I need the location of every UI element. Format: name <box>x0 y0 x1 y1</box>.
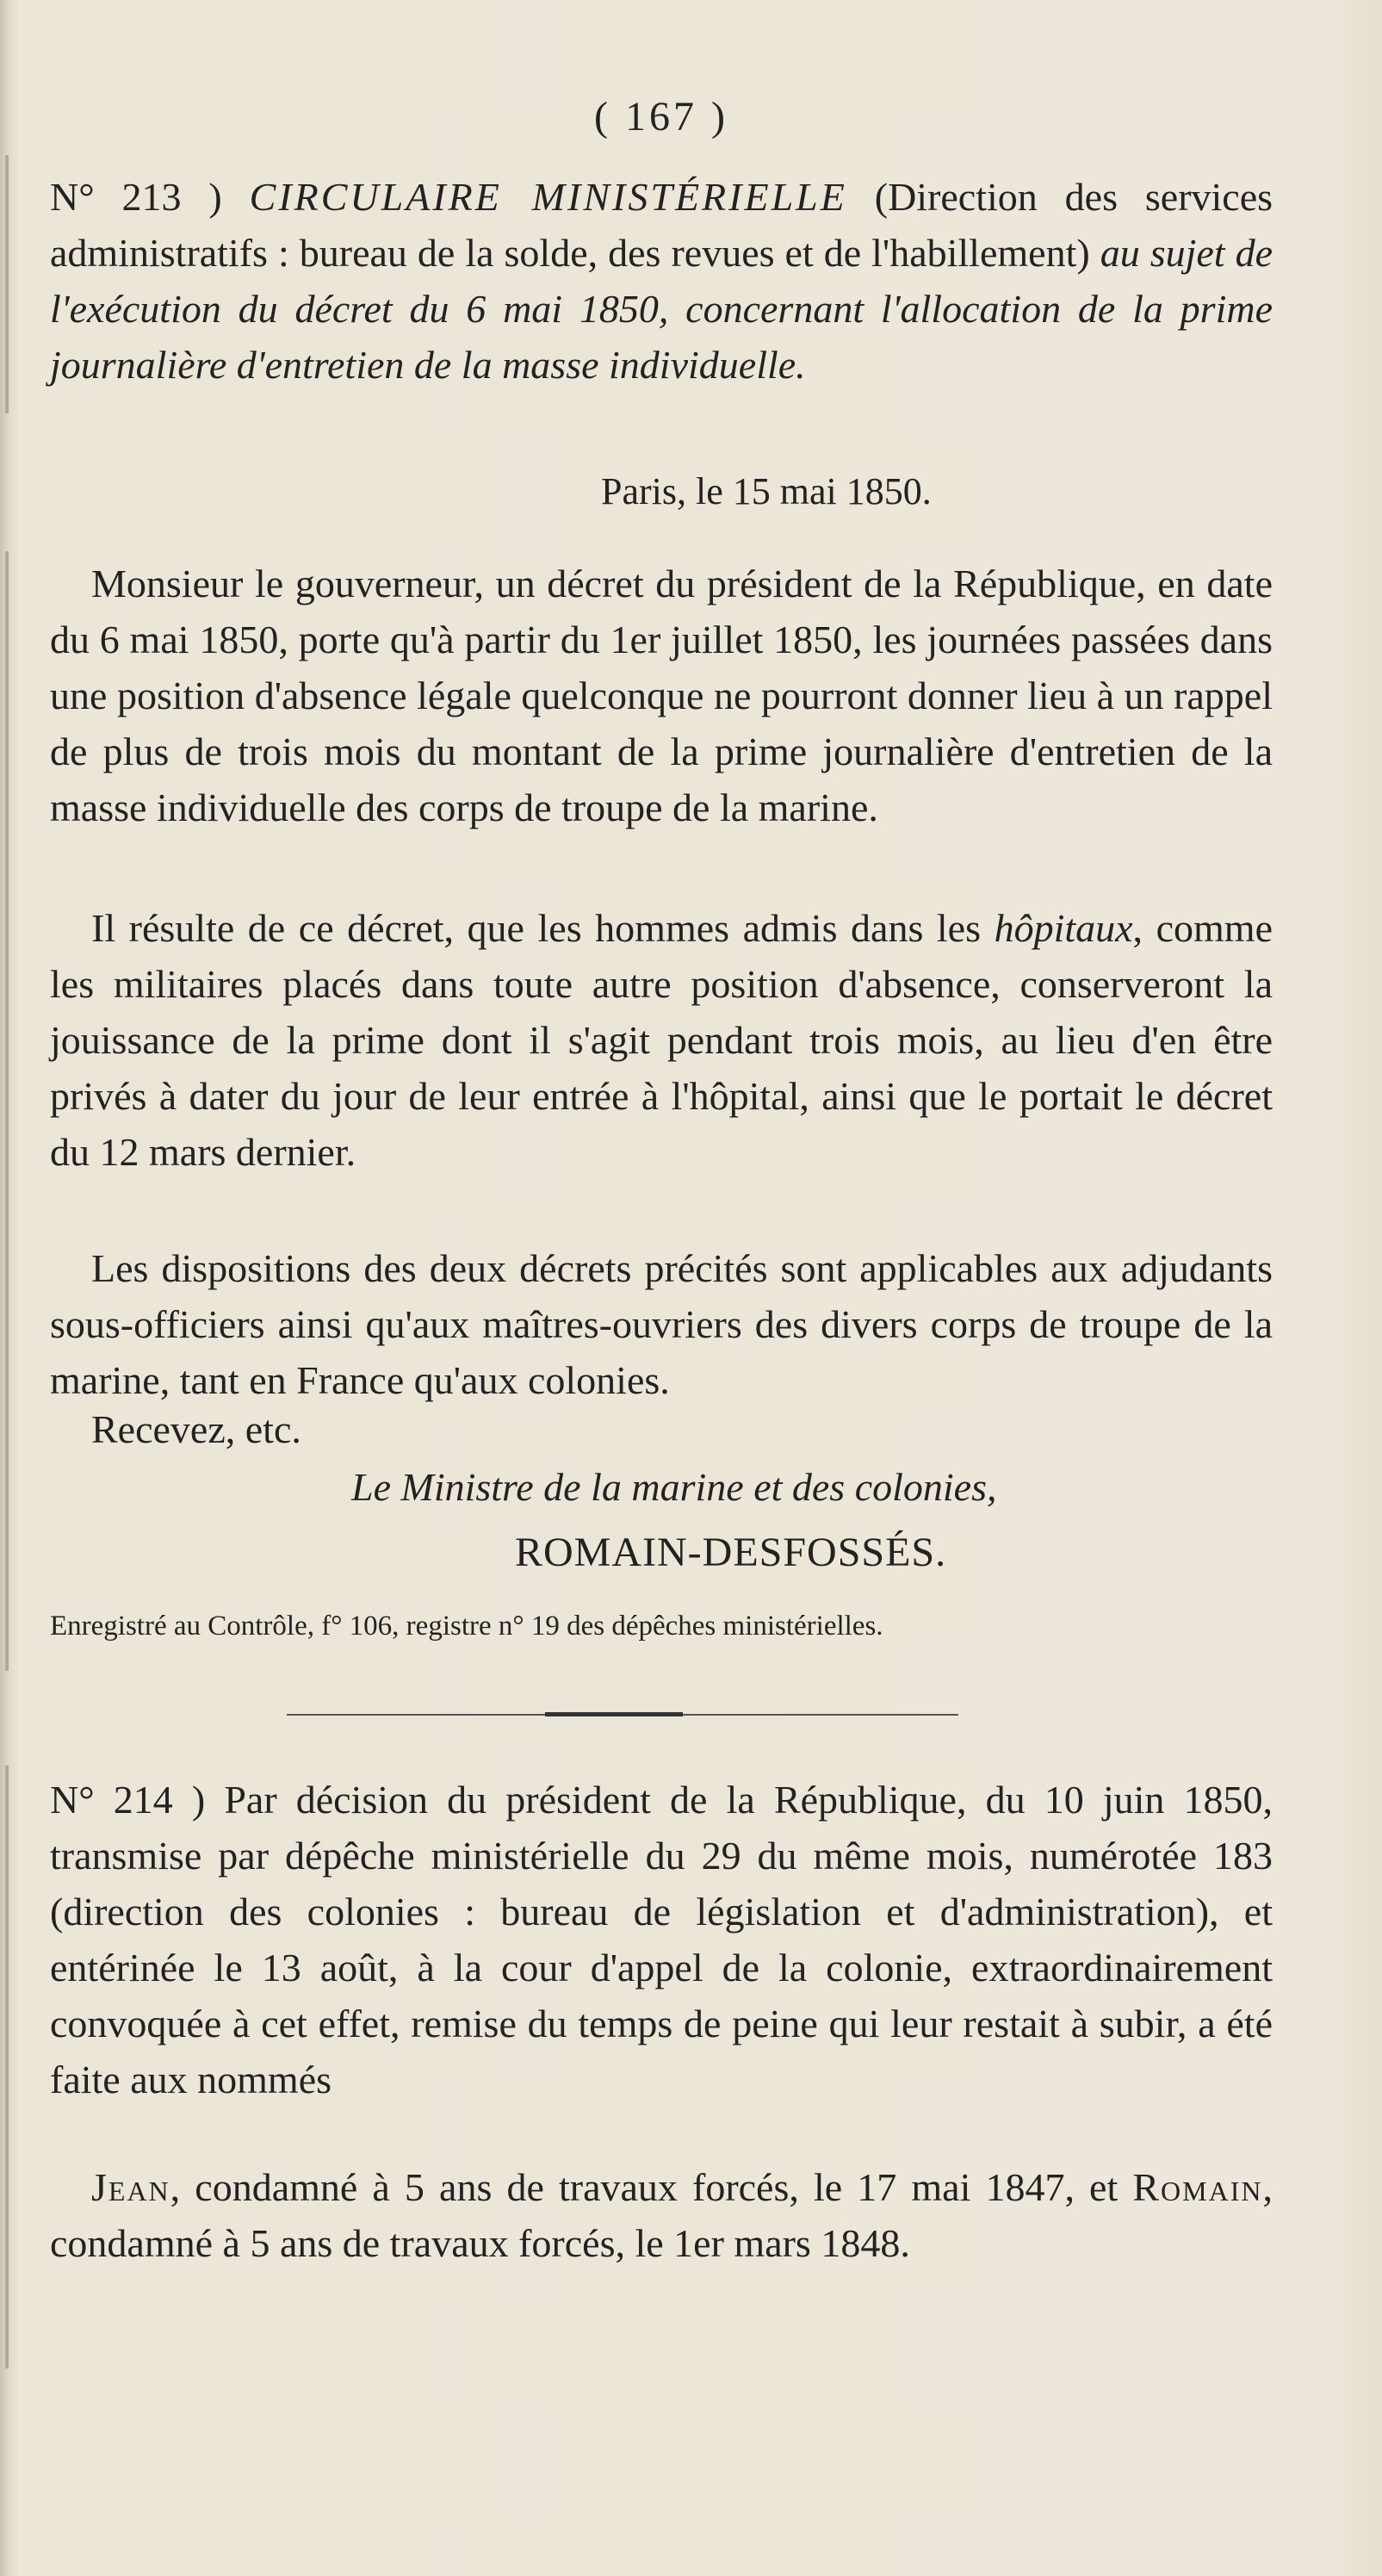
paragraph-text: , condamné à 5 ans de travaux forcés, le 1er mars 1848. <box>50 2165 1273 2265</box>
paragraph: Recevez, etc. <box>91 1407 301 1451</box>
entry-213-heading <box>50 169 1273 393</box>
margin-shadow <box>5 551 9 1671</box>
paragraph: Les dispositions des deux décrets précités sont applicables aux adjudants sous-officiers ainsi qu'aux maîtres-ouvriers des divers corps de troupe de la marine, tant en France qu'aux colonies. <box>50 1246 1273 1402</box>
paragraph: Monsieur le gouverneur, un décret du président de la République, en date du 6 mai 1850, porte qu'à partir du 1er juillet 1850, les journées passées dans une position d'absence légale quelconque ne pourront donner lieu à un rappel de plus de trois mois du montant de la prime journalière d'entretien de la masse individuelle des corps de troupe de la marine. <box>50 562 1273 829</box>
entry-subject: au sujet de l'exécution du décret du 6 mai 1850, concernant l'allocation de la prime journalière d'entretien de la masse individuelle. <box>50 231 1274 387</box>
entry-direction: (Direction des services administratifs : bureau de la solde, des revues et de l'habillement) <box>50 175 1274 275</box>
date-line: Paris, le 15 mai 1850. <box>601 470 932 512</box>
entry-title: CIRCULAIRE MINISTÉRIELLE <box>249 175 847 219</box>
paragraph <box>50 900 1273 1180</box>
entry-214-body <box>50 1772 1273 2107</box>
paragraph <box>50 2159 1273 2271</box>
entry-number: N° 213 ) <box>50 175 222 219</box>
signature-title: Le Ministre de la marine et des colonies, <box>351 1465 997 1509</box>
page-number: ( 167 ) <box>594 94 728 140</box>
person-name: Romain <box>1132 2165 1263 2209</box>
entry-text: Par décision du président de la République, du 10 juin 1850, transmise par dépêche ministérielle du 29 du même mois, numérotée 183 (direction des colonies : bureau de législation et d'administration), et entérinée le 13 août, à la cour d'appel de la colonie, extraordinairement convoquée à cet effet, remise du temps de peine qui leur restait à subir, a été faite aux nommés <box>50 1778 1274 2101</box>
paragraph-text: , condamné à 5 ans de travaux forcés, le 17 mai 1847, et <box>170 2165 1133 2209</box>
paragraph-text: , comme les militaires placés dans toute autre position d'absence, conserveront la jouissance de la prime dont il s'agit pendant trois mois, au lieu d'en être privés à dater du jour de leur entrée à l'hôpital, ainsi que le portait le décret du 12 mars dernier. <box>50 906 1273 1174</box>
signature-name: ROMAIN-DESFOSSÉS. <box>515 1530 947 1575</box>
person-name: Jean <box>91 2165 170 2209</box>
margin-shadow <box>5 1766 9 2368</box>
margin-shadow <box>5 155 9 413</box>
entry-number: N° 214 ) <box>50 1778 206 1822</box>
paragraph-italic-word: hôpitaux <box>994 906 1133 950</box>
registration-note: Enregistré au Contrôle, f° 106, registre n° 19 des dépêches ministérielles. <box>50 1611 883 1642</box>
section-divider <box>287 1714 958 1716</box>
paragraph-text: Il résulte de ce décret, que les hommes admis dans les <box>91 906 995 950</box>
